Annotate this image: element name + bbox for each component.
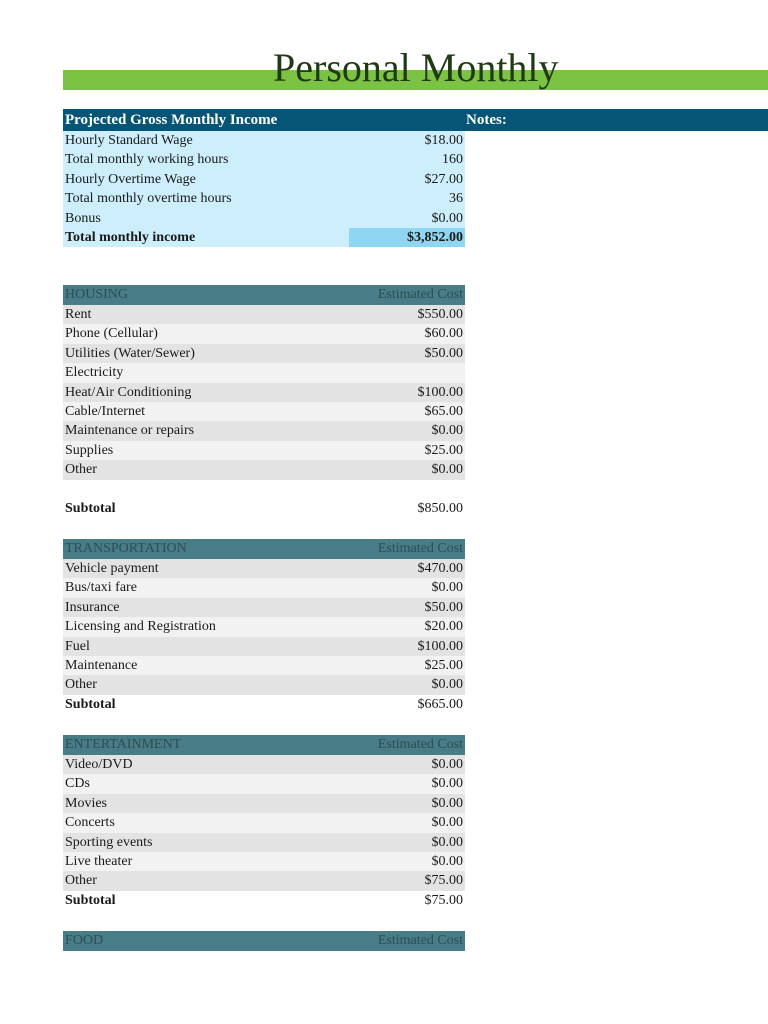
housing-row-label: Maintenance or repairs <box>65 423 195 439</box>
housing-row[interactable] <box>63 363 465 382</box>
income-row-label: Hourly Overtime Wage <box>65 171 196 187</box>
transportation-row-label: Maintenance <box>65 657 138 673</box>
transportation-cost-label: Estimated Cost <box>377 541 463 556</box>
income-row[interactable] <box>63 209 465 228</box>
entertainment-row[interactable] <box>63 774 465 793</box>
income-row[interactable] <box>63 150 465 169</box>
income-row-label: Bonus <box>65 210 101 226</box>
transportation-row-value[interactable]: $0.00 <box>431 580 463 596</box>
entertainment-header-label: ENTERTAINMENT <box>65 737 182 752</box>
entertainment-row-label: Concerts <box>65 815 115 831</box>
income-row[interactable] <box>63 189 465 208</box>
income-row-value[interactable]: 160 <box>442 152 463 168</box>
income-row-value[interactable]: $0.00 <box>431 210 463 226</box>
entertainment-row-value[interactable]: $0.00 <box>431 757 463 772</box>
housing-row-label: Rent <box>65 307 92 322</box>
entertainment-row-value[interactable]: $0.00 <box>431 834 463 850</box>
housing-row-value[interactable]: $50.00 <box>424 345 463 361</box>
income-row-value[interactable]: $18.00 <box>424 133 463 148</box>
entertainment-subtotal-value: $75.00 <box>424 892 463 908</box>
entertainment-row-value[interactable]: $0.00 <box>431 795 463 811</box>
housing-section <box>63 285 465 518</box>
housing-row-value[interactable]: $25.00 <box>424 442 463 458</box>
housing-row[interactable] <box>63 383 465 402</box>
spacer-row <box>63 480 465 499</box>
title-banner <box>63 45 768 90</box>
income-row-value[interactable]: $27.00 <box>424 171 463 187</box>
entertainment-row-label: Video/DVD <box>65 757 133 772</box>
entertainment-row-value[interactable]: $0.00 <box>431 776 463 792</box>
transportation-subtotal-row <box>63 695 465 714</box>
entertainment-row-label: Other <box>65 873 97 889</box>
food-header-label: FOOD <box>65 933 104 948</box>
entertainment-row[interactable] <box>63 852 465 871</box>
income-table <box>63 131 465 247</box>
food-section <box>63 931 465 951</box>
transportation-row-label: Licensing and Registration <box>65 619 216 635</box>
entertainment-row[interactable] <box>63 755 465 774</box>
entertainment-row-label: Movies <box>65 795 107 811</box>
transportation-subtotal-value: $665.00 <box>417 696 463 712</box>
transportation-row[interactable] <box>63 637 465 656</box>
housing-row[interactable] <box>63 344 465 363</box>
entertainment-header <box>63 735 465 755</box>
entertainment-section <box>63 735 465 910</box>
income-total-row[interactable] <box>63 228 465 247</box>
transportation-section <box>63 539 465 714</box>
transportation-row-label: Vehicle payment <box>65 561 159 576</box>
transportation-row-label: Insurance <box>65 599 120 615</box>
transportation-row-label: Bus/taxi fare <box>65 580 137 596</box>
entertainment-row[interactable] <box>63 794 465 813</box>
housing-row-value[interactable]: $65.00 <box>424 403 463 419</box>
housing-row-value[interactable]: $100.00 <box>417 384 463 400</box>
entertainment-row-value[interactable]: $75.00 <box>424 873 463 889</box>
income-row-label: Hourly Standard Wage <box>65 133 193 148</box>
transportation-row-label: Other <box>65 677 97 693</box>
entertainment-row[interactable] <box>63 813 465 832</box>
income-header <box>63 109 768 131</box>
entertainment-row-label: CDs <box>65 776 90 792</box>
entertainment-row-label: Live theater <box>65 853 133 869</box>
housing-row[interactable] <box>63 324 465 343</box>
housing-row[interactable] <box>63 305 465 324</box>
housing-subtotal-row <box>63 499 465 518</box>
income-total-value: $3,852.00 <box>407 229 463 245</box>
housing-row[interactable] <box>63 460 465 479</box>
housing-row-value[interactable]: $0.00 <box>431 423 463 439</box>
housing-subtotal-value: $850.00 <box>417 500 463 516</box>
housing-row-label: Electricity <box>65 365 124 381</box>
entertainment-row-value[interactable]: $0.00 <box>431 815 463 831</box>
entertainment-row-value[interactable]: $0.00 <box>431 853 463 869</box>
transportation-header-label: TRANSPORTATION <box>65 541 187 556</box>
transportation-row[interactable] <box>63 598 465 617</box>
food-cost-label: Estimated Cost <box>377 933 463 948</box>
entertainment-subtotal-row <box>63 891 465 910</box>
transportation-row[interactable] <box>63 656 465 675</box>
transportation-header <box>63 539 465 559</box>
transportation-row[interactable] <box>63 559 465 578</box>
notes-label: Notes: <box>466 112 507 128</box>
housing-row[interactable] <box>63 402 465 421</box>
income-row-label: Total monthly overtime hours <box>65 191 232 207</box>
page-title: Personal Monthly <box>273 45 559 90</box>
income-row[interactable] <box>63 131 465 150</box>
transportation-row[interactable] <box>63 578 465 597</box>
income-header-label: Projected Gross Monthly Income <box>65 112 278 128</box>
housing-row[interactable] <box>63 441 465 460</box>
housing-row[interactable] <box>63 421 465 440</box>
housing-row-label: Other <box>65 462 97 478</box>
housing-subtotal-label: Subtotal <box>65 500 116 516</box>
transportation-row-value[interactable]: $20.00 <box>424 619 463 635</box>
housing-row-label: Utilities (Water/Sewer) <box>65 345 195 361</box>
income-total-label: Total monthly income <box>65 229 196 245</box>
transportation-row-label: Fuel <box>65 638 90 654</box>
transportation-subtotal-label: Subtotal <box>65 696 116 712</box>
housing-row-value[interactable]: $0.00 <box>431 462 463 478</box>
housing-cost-label: Estimated Cost <box>377 287 463 302</box>
housing-row-value[interactable]: $60.00 <box>424 326 463 342</box>
entertainment-row[interactable] <box>63 833 465 852</box>
income-row[interactable] <box>63 170 465 189</box>
housing-row-label: Supplies <box>65 442 114 458</box>
housing-header-label: HOUSING <box>65 287 128 302</box>
income-row-value[interactable]: 36 <box>449 191 463 207</box>
transportation-row[interactable] <box>63 675 465 694</box>
entertainment-row-label: Sporting events <box>65 834 153 850</box>
transportation-row[interactable] <box>63 617 465 636</box>
entertainment-subtotal-label: Subtotal <box>65 892 116 908</box>
transportation-row-value[interactable]: $0.00 <box>431 677 463 693</box>
food-header <box>63 931 465 951</box>
housing-row-label: Heat/Air Conditioning <box>65 384 192 400</box>
entertainment-row[interactable] <box>63 871 465 890</box>
income-row-label: Total monthly working hours <box>65 152 229 168</box>
entertainment-cost-label: Estimated Cost <box>377 737 463 752</box>
housing-row-value[interactable]: $550.00 <box>417 307 463 322</box>
transportation-row-value[interactable]: $50.00 <box>424 599 463 615</box>
transportation-row-value[interactable]: $470.00 <box>417 561 463 576</box>
transportation-row-value[interactable]: $25.00 <box>424 657 463 673</box>
transportation-row-value[interactable]: $100.00 <box>417 638 463 654</box>
housing-header <box>63 285 465 305</box>
housing-row-label: Phone (Cellular) <box>65 326 158 342</box>
housing-row-label: Cable/Internet <box>65 403 146 419</box>
